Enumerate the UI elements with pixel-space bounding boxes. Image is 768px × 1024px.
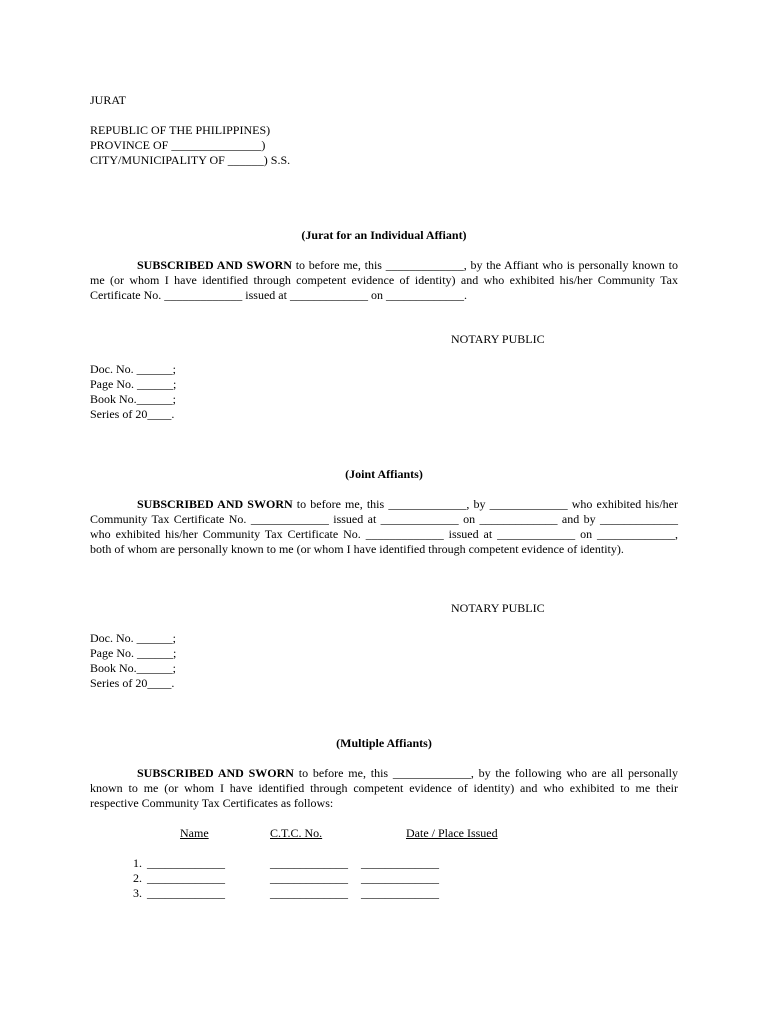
joint-paragraph — [90, 497, 678, 557]
row-3-name: _____________ — [147, 886, 225, 900]
joint-line-1: SUBSCRIBED AND SWORN to before me, this _____________, by _____________ who exhibited his/her — [137, 497, 678, 511]
joint-lead: SUBSCRIBED AND SWORN — [137, 497, 293, 511]
multiple-line-2: known to me (or whom I have identified through competent evidence of identity) and who exhibited to me their — [90, 781, 678, 795]
multiple-line-3: respective Community Tax Certificates as follows: — [90, 796, 334, 810]
multiple-line-1: SUBSCRIBED AND SWORN to before me, this _____________, by the following who are all personally — [137, 766, 678, 780]
row-3-date: _____________ — [361, 886, 439, 900]
individual-line-1: SUBSCRIBED AND SWORN to before me, this _____________, by the Affiant who is personally known to — [137, 258, 678, 272]
row-1-ctc: _____________ — [270, 856, 348, 870]
individual-line-2: me (or whom I have identified through competent evidence of identity) and who exhibited his/her Community Tax — [90, 273, 678, 287]
column-header-name: Name — [180, 826, 209, 840]
row-2-date: _____________ — [361, 871, 439, 885]
row-2-number: 2. — [133, 871, 142, 885]
doc-no: Doc. No. ______; — [90, 631, 176, 645]
row-1-date: _____________ — [361, 856, 439, 870]
series-no: Series of 20____. — [90, 676, 175, 690]
joint-line-4: both of whom are personally known to me (or whom I have identified through competent evidence of identity). — [90, 542, 624, 556]
row-2-ctc: _____________ — [270, 871, 348, 885]
multiple-heading: (Multiple Affiants) — [336, 736, 432, 750]
series-no: Series of 20____. — [90, 407, 175, 421]
row-3-ctc: _____________ — [270, 886, 348, 900]
multiple-lead: SUBSCRIBED AND SWORN — [137, 766, 294, 780]
venue-province: PROVINCE OF _______________) — [90, 138, 266, 152]
multiple-paragraph — [90, 766, 678, 811]
venue-republic: REPUBLIC OF THE PHILIPPINES) — [90, 123, 271, 137]
individual-lead: SUBSCRIBED AND SWORN — [137, 258, 292, 272]
row-3-number: 3. — [133, 886, 142, 900]
affiant-rows — [0, 856, 768, 901]
individual-doc-block — [90, 362, 176, 422]
venue-block — [90, 123, 290, 168]
individual-heading: (Jurat for an Individual Affiant) — [301, 228, 467, 242]
column-header-date: Date / Place Issued — [406, 826, 498, 840]
page-no: Page No. ______; — [90, 646, 177, 660]
row-1-number: 1. — [133, 856, 142, 870]
document-title: JURAT — [90, 93, 127, 107]
page-no: Page No. ______; — [90, 377, 177, 391]
joint-doc-block — [90, 631, 176, 691]
column-header-ctc: C.T.C. No. — [270, 826, 323, 840]
joint-line-2: Community Tax Certificate No. _____________ issued at _____________ on _____________ and by _____________ — [90, 512, 678, 526]
venue-city: CITY/MUNICIPALITY OF ______) S.S. — [90, 153, 291, 167]
joint-notary-public: NOTARY PUBLIC — [451, 601, 545, 615]
individual-paragraph — [90, 258, 678, 303]
joint-line-3: who exhibited his/her Community Tax Certificate No. _____________ issued at _____________ on _____________, — [90, 527, 678, 541]
book-no: Book No.______; — [90, 661, 177, 675]
individual-notary-public: NOTARY PUBLIC — [451, 332, 545, 346]
book-no: Book No.______; — [90, 392, 177, 406]
row-1-name: _____________ — [147, 856, 225, 870]
row-2-name: _____________ — [147, 871, 225, 885]
doc-no: Doc. No. ______; — [90, 362, 176, 376]
joint-heading: (Joint Affiants) — [345, 467, 423, 481]
individual-line-3: Certificate No. _____________ issued at _____________ on _____________. — [90, 288, 467, 302]
